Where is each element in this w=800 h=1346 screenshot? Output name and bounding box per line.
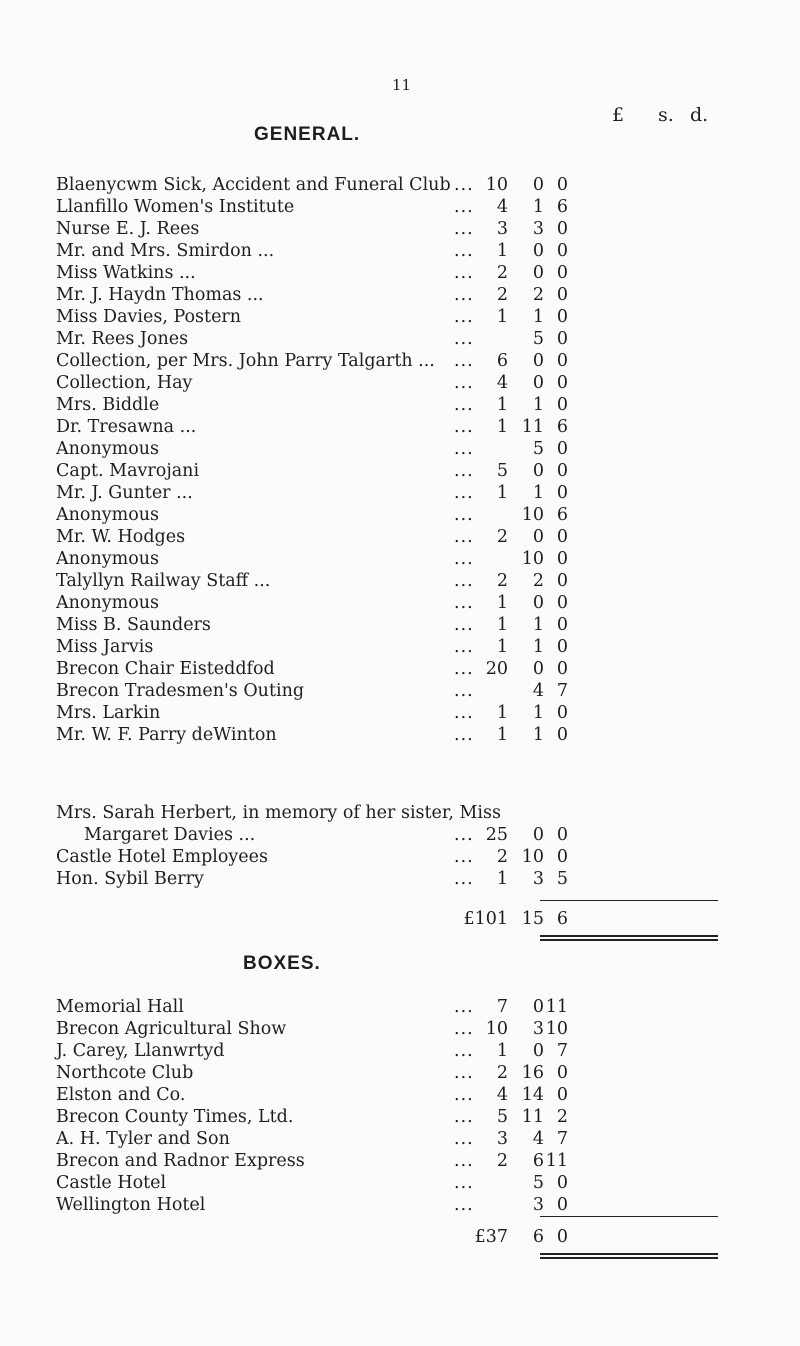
table-row — [0, 372, 800, 394]
amount-shillings: 10 — [521, 847, 544, 867]
table-row — [0, 328, 800, 350]
contributor-name: Miss B. Saunders — [56, 615, 211, 635]
amount-shillings: 11 — [521, 417, 544, 437]
amount-pence: 0 — [556, 395, 568, 415]
amount-pence: 0 — [556, 571, 568, 591]
dot-leader: ... — [454, 615, 474, 635]
contributor-name: Mrs. Biddle — [56, 395, 160, 415]
table-row — [0, 996, 800, 1018]
contributor-name: Castle Hotel Employees — [56, 847, 268, 867]
amount-pounds: 1 — [496, 869, 508, 889]
dot-leader: ... — [454, 395, 474, 415]
amount-shillings: 1 — [532, 307, 544, 327]
dot-leader: ... — [454, 461, 474, 481]
table-row — [0, 306, 800, 328]
amount-pounds: 1 — [496, 483, 508, 503]
amount-pence: 0 — [556, 615, 568, 635]
amount-pence: 0 — [556, 373, 568, 393]
herbert-line-2: Margaret Davies ... ... 25 0 0 — [84, 825, 568, 845]
amount-pence: 0 — [556, 175, 568, 195]
table-row — [0, 636, 800, 658]
table-row — [0, 394, 800, 416]
table-row — [0, 724, 800, 746]
amount-pounds: 1 — [496, 417, 508, 437]
amount-shillings: 11 — [521, 1107, 544, 1127]
amount-pounds: 1 — [496, 725, 508, 745]
table-row — [0, 1106, 800, 1128]
amount-pounds: 1 — [496, 637, 508, 657]
dot-leader: ... — [454, 847, 474, 867]
amount-pence: 7 — [556, 1129, 568, 1149]
table-row — [0, 1040, 800, 1062]
table-row — [0, 1084, 800, 1106]
dot-leader: ... — [454, 869, 474, 889]
table-row — [0, 868, 800, 890]
amount-pence: 0 — [556, 725, 568, 745]
dot-leader: ... — [454, 1041, 474, 1061]
amount-shillings: 0 — [532, 1041, 544, 1061]
amount-shillings: 1 — [532, 395, 544, 415]
dot-leader: ... — [454, 1151, 474, 1171]
table-row — [0, 1194, 800, 1216]
amount-shillings: 0 — [532, 241, 544, 261]
amount-shillings: 3 — [532, 219, 544, 239]
amount-pence: 10 — [545, 1019, 568, 1039]
dot-leader: ... — [454, 197, 474, 217]
table-row — [0, 658, 800, 680]
amount-shillings: 0 — [532, 659, 544, 679]
amount-pence: 7 — [556, 681, 568, 701]
amount-pounds: 1 — [496, 703, 508, 723]
amount-shillings: 0 — [532, 263, 544, 283]
amount-shillings: 3 — [532, 1195, 544, 1215]
amount-shillings: 5 — [532, 439, 544, 459]
dot-leader: ... — [454, 549, 474, 569]
dot-leader: ... — [454, 285, 474, 305]
amount-pence: 0 — [556, 1063, 568, 1083]
table-row — [0, 262, 800, 284]
page-number: 11 — [392, 76, 412, 94]
dot-leader: ... — [454, 1173, 474, 1193]
contributor-name: J. Carey, Llanwrtyd — [56, 1041, 225, 1061]
general-total-pounds: £101 — [463, 909, 508, 929]
amount-pence: 0 — [556, 549, 568, 569]
dot-leader: ... — [454, 725, 474, 745]
amount-pence: 6 — [556, 505, 568, 525]
amount-shillings: 0 — [532, 175, 544, 195]
boxes-total-pence: 0 — [556, 1227, 568, 1247]
amount-pence: 7 — [556, 1041, 568, 1061]
amount-pounds: 2 — [496, 1151, 508, 1171]
amount-pounds: 4 — [496, 197, 508, 217]
dot-leader: ... — [454, 483, 474, 503]
amount-shillings: 5 — [532, 329, 544, 349]
contributor-name: Anonymous — [56, 505, 159, 525]
amount-shillings: 2 — [532, 285, 544, 305]
contributor-name: Brecon and Radnor Express — [56, 1151, 305, 1171]
dot-leader: ... — [454, 659, 474, 679]
amount-pounds: 2 — [496, 847, 508, 867]
amount-pence: 0 — [556, 329, 568, 349]
amount-pounds: 2 — [496, 571, 508, 591]
dot-leader: ... — [454, 329, 474, 349]
amount-pence: 5 — [556, 869, 568, 889]
amount-shillings: 3 — [532, 869, 544, 889]
amount-pounds: 10 — [485, 1019, 508, 1039]
dot-leader: ... — [454, 527, 474, 547]
amount-shillings: 1 — [532, 483, 544, 503]
amount-shillings: 0 — [532, 527, 544, 547]
dot-leader: ... — [454, 1085, 474, 1105]
contributor-name: Talyllyn Railway Staff ... — [56, 571, 271, 591]
boxes-section-title: BOXES. — [243, 953, 321, 974]
dot-leader: ... — [454, 1129, 474, 1149]
amount-pounds: 1 — [496, 593, 508, 613]
contributor-name: Brecon County Times, Ltd. — [56, 1107, 294, 1127]
amount-pounds: 2 — [496, 263, 508, 283]
amount-pounds: 20 — [485, 659, 508, 679]
contributor-name: Anonymous — [56, 549, 159, 569]
dot-leader: ... — [454, 505, 474, 525]
table-row — [0, 702, 800, 724]
contributor-name: Castle Hotel — [56, 1173, 167, 1193]
contributor-name: Hon. Sybil Berry — [56, 869, 204, 889]
amount-pence: 0 — [556, 593, 568, 613]
amount-pence: 0 — [556, 659, 568, 679]
contributor-name: Miss Davies, Postern — [56, 307, 242, 327]
general-section-title: GENERAL. — [254, 124, 361, 145]
amount-shillings: 0 — [532, 461, 544, 481]
dot-leader: ... — [454, 637, 474, 657]
table-row — [0, 1172, 800, 1194]
amount-pounds: 3 — [496, 1129, 508, 1149]
contributor-name: Brecon Tradesmen's Outing — [56, 681, 305, 701]
amount-pounds: 1 — [496, 307, 508, 327]
contributor-name: Anonymous — [56, 593, 159, 613]
contributor-name: Collection, Hay — [56, 373, 193, 393]
amount-pence: 0 — [556, 461, 568, 481]
dot-leader: ... — [454, 263, 474, 283]
amount-pence: 6 — [556, 417, 568, 437]
table-row — [0, 526, 800, 548]
table-row — [0, 592, 800, 614]
amount-shillings: 4 — [532, 681, 544, 701]
amount-shillings: 1 — [532, 197, 544, 217]
amount-pence: 0 — [556, 263, 568, 283]
amount-pence: 0 — [556, 637, 568, 657]
general-total-double-rule — [540, 935, 718, 941]
dot-leader: ... — [454, 1063, 474, 1083]
amount-pence: 0 — [556, 703, 568, 723]
dot-leader: ... — [454, 681, 474, 701]
contributor-name: Brecon Chair Eisteddfod — [56, 659, 275, 679]
amount-pounds: 1 — [496, 1041, 508, 1061]
amount-pence: 0 — [556, 241, 568, 261]
amount-pounds: 2 — [496, 527, 508, 547]
contributor-name: Mr. Rees Jones — [56, 329, 189, 349]
dot-leader: ... — [454, 703, 474, 723]
dot-leader: ... — [454, 1107, 474, 1127]
table-row — [0, 614, 800, 636]
contributor-name: A. H. Tyler and Son — [56, 1129, 230, 1149]
table-row — [0, 1062, 800, 1084]
contributor-name: Blaenycwm Sick, Accident and Funeral Club — [56, 175, 451, 195]
dot-leader: ... — [454, 439, 474, 459]
amount-pounds: 7 — [496, 997, 508, 1017]
contributor-name: Mr. W. Hodges — [56, 527, 186, 547]
amount-shillings: 5 — [532, 1173, 544, 1193]
amount-shillings: 6 — [532, 1151, 544, 1171]
herbert-line-1: Mrs. Sarah Herbert, in memory of her sister, Miss — [56, 803, 501, 823]
general-subtotal-rule — [540, 900, 718, 901]
dot-leader: ... — [454, 997, 474, 1017]
amount-shillings: 10 — [521, 505, 544, 525]
amount-shillings: 1 — [532, 637, 544, 657]
dot-leader: ... — [454, 175, 474, 195]
dot-leader: ... — [454, 571, 474, 591]
table-row — [0, 460, 800, 482]
dot-leader: ... — [454, 1195, 474, 1215]
amount-pence: 0 — [556, 1085, 568, 1105]
amount-pence: 0 — [556, 847, 568, 867]
amount-shillings: 0 — [532, 373, 544, 393]
amount-pounds: 2 — [496, 285, 508, 305]
amount-pounds: 6 — [496, 351, 508, 371]
amount-shillings: 14 — [521, 1085, 544, 1105]
amount-pence: 2 — [556, 1107, 568, 1127]
amount-shillings: 0 — [532, 593, 544, 613]
amount-shillings: 0 — [532, 997, 544, 1017]
boxes-subtotal-rule — [540, 1216, 718, 1217]
table-row — [0, 284, 800, 306]
column-header-pence: d. — [690, 104, 709, 126]
amount-shillings: 3 — [532, 1019, 544, 1039]
table-row — [0, 416, 800, 438]
amount-pence: 0 — [556, 483, 568, 503]
table-row — [0, 680, 800, 702]
table-row — [0, 1128, 800, 1150]
contributor-name: Mr. J. Haydn Thomas ... — [56, 285, 264, 305]
dot-leader: ... — [454, 373, 474, 393]
table-row — [0, 218, 800, 240]
amount-pence: 0 — [556, 351, 568, 371]
contributor-name: Mr. J. Gunter ... — [56, 483, 193, 503]
contributor-name: Mr. and Mrs. Smirdon ... — [56, 241, 275, 261]
table-row — [0, 196, 800, 218]
table-row — [0, 174, 800, 196]
amount-shillings: 1 — [532, 725, 544, 745]
dot-leader: ... — [454, 307, 474, 327]
amount-pence: 11 — [545, 997, 568, 1017]
column-header-shillings: s. — [658, 104, 674, 126]
amount-pence: 11 — [545, 1151, 568, 1171]
contributor-name: Nurse E. J. Rees — [56, 219, 200, 239]
contributor-name: Wellington Hotel — [56, 1195, 206, 1215]
dot-leader: ... — [454, 1019, 474, 1039]
dot-leader: ... — [454, 219, 474, 239]
amount-pounds: 5 — [496, 1107, 508, 1127]
dot-leader: ... — [454, 593, 474, 613]
amount-shillings: 4 — [532, 1129, 544, 1149]
table-row — [0, 1018, 800, 1040]
amount-shillings: 16 — [521, 1063, 544, 1083]
dot-leader: ... — [454, 351, 474, 371]
contributor-name: Miss Watkins ... — [56, 263, 196, 283]
table-row — [0, 350, 800, 372]
contributor-name: Anonymous — [56, 439, 159, 459]
boxes-total-pounds: £37 — [474, 1227, 508, 1247]
amount-pence: 6 — [556, 197, 568, 217]
table-row — [0, 1150, 800, 1172]
amount-pence: 0 — [556, 527, 568, 547]
amount-pounds: 2 — [496, 1063, 508, 1083]
amount-shillings: 10 — [521, 549, 544, 569]
amount-pounds: 3 — [496, 219, 508, 239]
dot-leader: ... — [454, 241, 474, 261]
contributor-name: Northcote Club — [56, 1063, 194, 1083]
amount-pence: 0 — [556, 219, 568, 239]
contributor-name: Elston and Co. — [56, 1085, 186, 1105]
amount-pounds: 4 — [496, 1085, 508, 1105]
amount-pounds: 1 — [496, 395, 508, 415]
column-header-pounds: £ — [612, 104, 625, 126]
contributor-name: Memorial Hall — [56, 997, 184, 1017]
amount-shillings: 2 — [532, 571, 544, 591]
contributor-name: Capt. Mavrojani — [56, 461, 200, 481]
table-row — [0, 240, 800, 262]
boxes-total-row — [0, 1226, 800, 1248]
table-row — [0, 570, 800, 592]
table-row — [0, 504, 800, 526]
table-row — [0, 846, 800, 868]
contributor-name: Llanfillo Women's Institute — [56, 197, 295, 217]
contributor-name: Dr. Tresawna ... — [56, 417, 197, 437]
table-row — [0, 438, 800, 460]
dot-leader: ... — [454, 417, 474, 437]
amount-pence: 0 — [556, 307, 568, 327]
table-row — [0, 482, 800, 504]
amount-pounds: 1 — [496, 615, 508, 635]
amount-pence: 0 — [556, 1195, 568, 1215]
boxes-total-double-rule — [540, 1253, 718, 1259]
contributor-name: Collection, per Mrs. John Parry Talgarth ... — [56, 351, 435, 371]
amount-shillings: 0 — [532, 351, 544, 371]
general-total-pence: 6 — [556, 909, 568, 929]
amount-pence: 0 — [556, 1173, 568, 1193]
amount-pounds: 1 — [496, 241, 508, 261]
general-total-row — [0, 908, 800, 930]
contributor-name: Brecon Agricultural Show — [56, 1019, 287, 1039]
amount-pounds: 5 — [496, 461, 508, 481]
general-total-shillings: 15 — [521, 909, 544, 929]
contributor-name: Miss Jarvis — [56, 637, 154, 657]
amount-pounds: 4 — [496, 373, 508, 393]
amount-shillings: 1 — [532, 703, 544, 723]
contributor-name: Mr. W. F. Parry deWinton — [56, 725, 277, 745]
table-row — [0, 548, 800, 570]
amount-pence: 0 — [556, 439, 568, 459]
contributor-name: Mrs. Larkin — [56, 703, 161, 723]
boxes-total-shillings: 6 — [532, 1227, 544, 1247]
amount-pounds: 10 — [485, 175, 508, 195]
amount-shillings: 1 — [532, 615, 544, 635]
amount-pence: 0 — [556, 285, 568, 305]
